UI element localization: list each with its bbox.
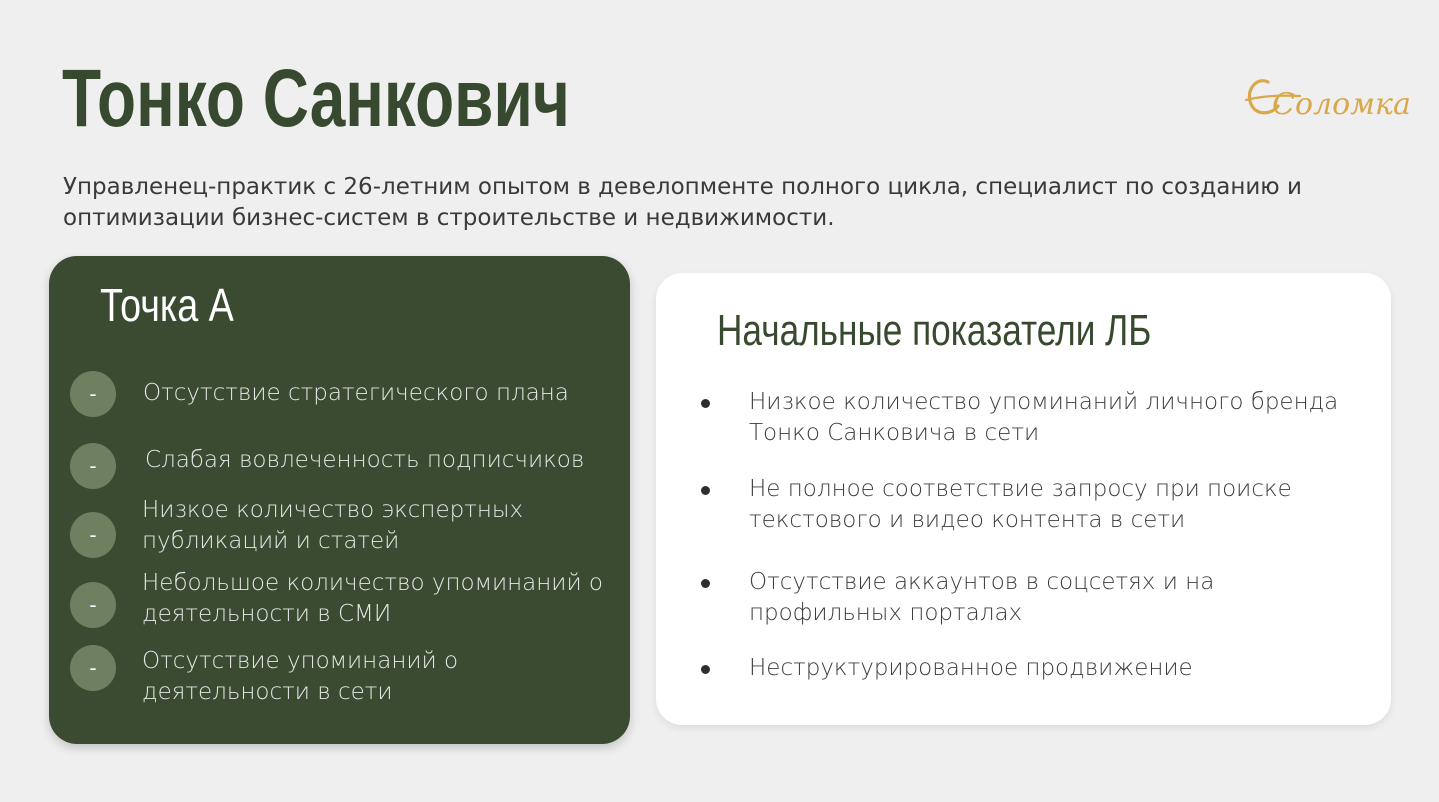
metric-item: [749, 387, 1338, 449]
metric-item: [749, 567, 1214, 629]
item-line: деятельности в сети: [142, 679, 393, 705]
dash-marker: -: [70, 582, 116, 628]
soloмka-logo: [1242, 62, 1411, 130]
item-line: текстового и видео контента в сети: [749, 507, 1186, 533]
logo-text: Соломка: [1272, 87, 1411, 122]
dash-marker: -: [70, 645, 116, 691]
item-line: Не полное соответствие запросу при поиске: [749, 476, 1292, 502]
item-line: Небольшое количество упоминаний о: [142, 570, 603, 596]
point-a-item: [142, 568, 603, 630]
item-line: профильных порталах: [749, 600, 1023, 626]
point-a-title: Точка А: [100, 279, 234, 331]
point-a-item: [142, 646, 458, 708]
page-title: Тонко Санкович: [62, 53, 570, 144]
metric-item: [749, 653, 1193, 684]
point-a-item: [143, 378, 569, 409]
subtitle-line: Управленец-практик с 26-летним опытом в девелопменте полного цикла, специалист по созданию и: [63, 174, 1302, 200]
bullet-icon: [701, 486, 710, 495]
initial-metrics-title: Начальные показатели ЛБ: [717, 306, 1152, 355]
point-a-item: [142, 495, 523, 557]
bullet-icon: [701, 399, 710, 408]
point-a-item: [145, 445, 584, 476]
item-line: Низкое количество упоминаний личного бренда: [749, 389, 1339, 415]
item-line: Отсутствие аккаунтов в соцсетях и на: [749, 569, 1215, 595]
item-line: Отсутствие упоминаний о: [142, 648, 459, 674]
subtitle: [63, 172, 1383, 234]
item-line: Слабая вовлеченность подписчиков: [145, 447, 585, 473]
item-line: Отсутствие стратегического плана: [143, 380, 569, 406]
dash-marker: -: [70, 512, 116, 558]
item-line: Тонко Санковича в сети: [749, 420, 1040, 446]
bullet-icon: [701, 665, 710, 674]
subtitle-line: оптимизации бизнес-систем в строительстве и недвижимости.: [63, 205, 835, 231]
dash-marker: -: [70, 371, 116, 417]
metric-item: [749, 474, 1292, 536]
bullet-icon: [701, 579, 710, 588]
item-line: Низкое количество экспертных: [142, 497, 524, 523]
item-line: публикаций и статей: [142, 528, 400, 554]
dash-marker: -: [70, 443, 116, 489]
item-line: деятельности в СМИ: [142, 601, 392, 627]
item-line: Неструктурированное продвижение: [749, 655, 1193, 681]
